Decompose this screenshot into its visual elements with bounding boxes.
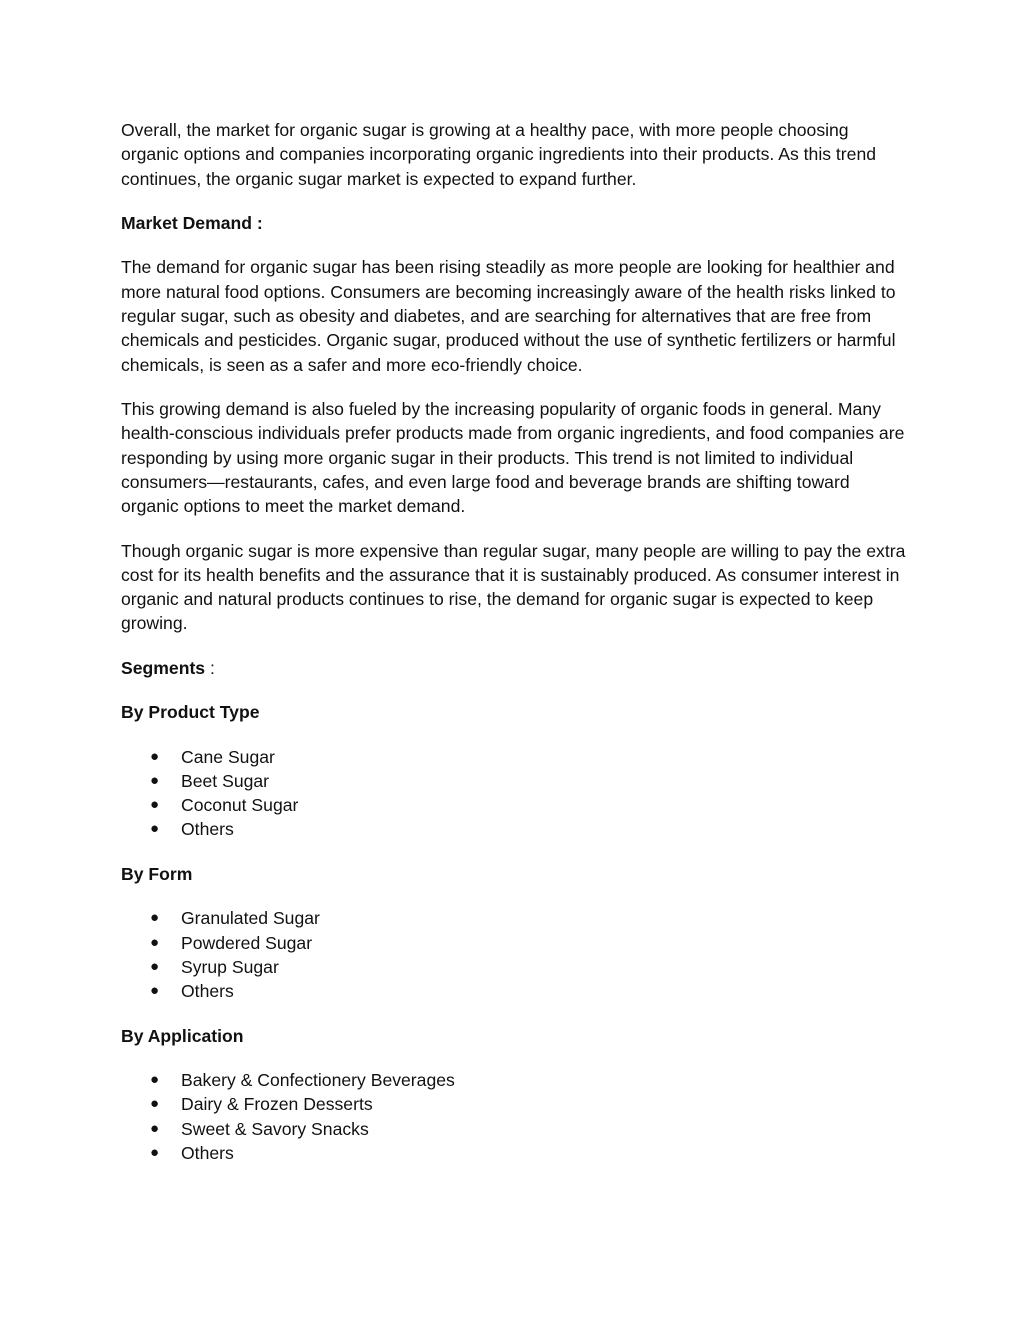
bullet-icon: ● — [150, 957, 160, 975]
bullet-icon: ● — [150, 1143, 160, 1161]
form-list — [121, 906, 911, 1003]
list-item — [121, 1068, 911, 1092]
list-item — [121, 1117, 911, 1141]
segments-heading-suffix: : — [205, 657, 215, 678]
list-item — [121, 1092, 911, 1116]
bullet-icon: ● — [150, 909, 160, 927]
bullet-icon: ● — [150, 820, 160, 838]
by-product-type-heading: By Product Type — [121, 702, 260, 723]
list-item — [121, 793, 911, 817]
list-item — [121, 745, 911, 769]
segments-heading-label: Segments — [121, 657, 206, 678]
bullet-icon: ● — [150, 982, 160, 1000]
bullet-icon: ● — [150, 1070, 160, 1088]
application-list — [121, 1068, 911, 1165]
segments-heading — [121, 656, 911, 680]
list-item-label: Coconut Sugar — [181, 795, 299, 816]
product-type-list — [121, 745, 911, 842]
demand-paragraph-1: The demand for organic sugar has been rising steadily as more people are looking for healthier and more natural food options. Consumers are becoming increasingly aware of the health risks linked to regular sugar, such as obesity and diabetes, and are searching for alternatives that are free from chemicals and pesticides. Organic sugar, produced without the use of synthetic fertilizers or harmful chemicals, is seen as a safer and more eco-friendly choice. — [121, 257, 896, 375]
demand-paragraph-2: This growing demand is also fueled by the increasing popularity of organic foods in general. Many health-conscious individuals prefer products made from organic ingredients, and food companies are responding by using more organic sugar in their products. This trend is not limited to individual consumers—restaurants, cafes, and even large food and beverage brands are shifting toward organic options to meet the market demand. — [121, 398, 905, 517]
list-item-label: Sweet & Savory Snacks — [181, 1118, 369, 1139]
bullet-icon: ● — [150, 747, 160, 765]
bullet-icon: ● — [150, 771, 160, 789]
list-item-label: Syrup Sugar — [181, 956, 279, 977]
by-application-heading: By Application — [121, 1025, 244, 1046]
market-demand-heading: Market Demand : — [121, 212, 263, 233]
list-item — [121, 906, 911, 930]
by-form-heading: By Form — [121, 863, 193, 884]
list-item-label: Beet Sugar — [181, 770, 270, 791]
list-item-label: Dairy & Frozen Desserts — [181, 1094, 373, 1115]
list-item-label: Others — [181, 819, 234, 840]
list-item-label: Powdered Sugar — [181, 932, 313, 953]
document-page — [121, 118, 911, 1185]
list-item — [121, 955, 911, 979]
list-item-label: Others — [181, 1142, 234, 1163]
intro-paragraph: Overall, the market for organic sugar is growing at a healthy pace, with more people choosing organic options and companies incorporating organic ingredients into their products. As this trend continues, the organic sugar market is expected to expand further. — [121, 120, 877, 189]
bullet-icon: ● — [150, 933, 160, 951]
bullet-icon: ● — [150, 1095, 160, 1113]
list-item-label: Bakery & Confectionery Beverages — [181, 1069, 455, 1090]
list-item-label: Others — [181, 981, 234, 1002]
bullet-icon: ● — [150, 796, 160, 814]
list-item — [121, 817, 911, 841]
list-item — [121, 1141, 911, 1165]
list-item — [121, 979, 911, 1003]
list-item-label: Granulated Sugar — [181, 908, 320, 929]
list-item — [121, 931, 911, 955]
list-item-label: Cane Sugar — [181, 746, 275, 767]
bullet-icon: ● — [150, 1119, 160, 1137]
list-item — [121, 769, 911, 793]
demand-paragraph-3: Though organic sugar is more expensive than regular sugar, many people are willing to pay the extra cost for its health benefits and the assurance that it is sustainably produced. As consumer interest in organic and natural products continues to rise, the demand for organic sugar is expected to keep growing. — [121, 540, 906, 634]
